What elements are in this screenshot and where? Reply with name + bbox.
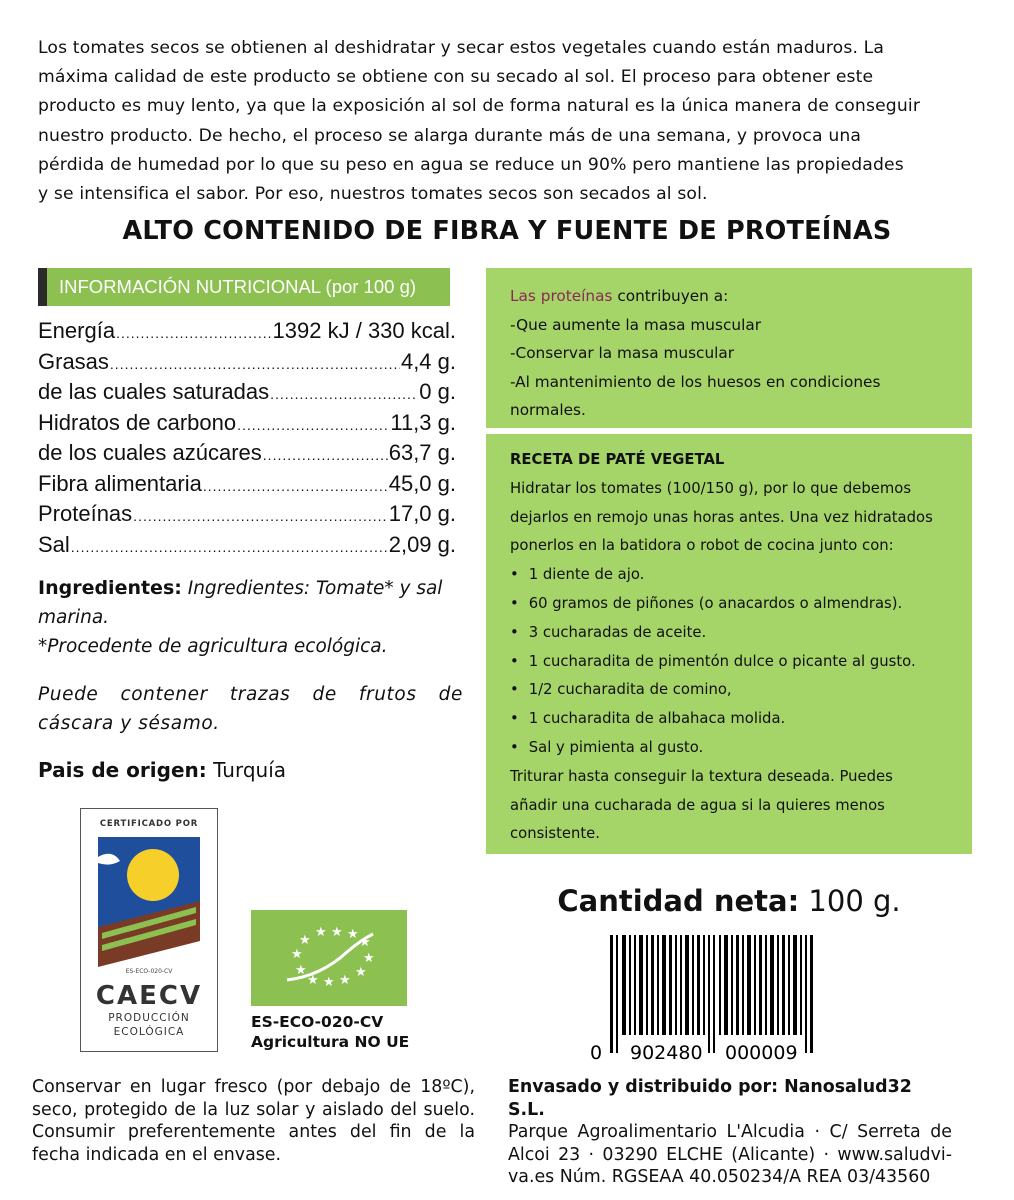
distributor-info	[508, 1076, 952, 1189]
nutrient-name: de las cuales saturadas	[38, 379, 270, 404]
distributor-address: Parque Agroalimentario L'Alcudia · C/ Serreta de Alcoi 23 · 03290 ELCHE (Alicante) · www.saludvi-va.es Núm. RGSEAA 40.050234/A REA 03/43560	[508, 1122, 952, 1188]
caecv-small-code: ES-ECO-020-CV	[125, 968, 173, 975]
caecv-brand: CAECV	[95, 981, 203, 1011]
barcode-digits-left: 902480	[630, 1042, 703, 1064]
nutrition-row-fiber	[38, 471, 456, 502]
distributor-label: Envasado y distribuido por: Nanosalud32 S.L.	[508, 1077, 912, 1120]
svg-text:★: ★	[315, 925, 327, 940]
svg-text:★: ★	[295, 963, 307, 978]
dot-leader	[116, 325, 271, 341]
barcode-digits-right: 000009	[725, 1042, 798, 1064]
nutrient-value: 0 g.	[419, 379, 456, 404]
intro-line: y se intensifica el sabor. Por eso, nuestros tomates secos son secados al sol.	[38, 184, 708, 205]
ingredients	[38, 574, 463, 661]
ingredients-label: Ingredientes:	[38, 577, 182, 599]
eu-organic-text	[251, 1012, 409, 1052]
recipe-outro: Triturar hasta conseguir la textura deseada. Puedes añadir una cucharada de agua si la quieres menos consistente.	[510, 767, 893, 843]
nutrient-name: Proteínas	[38, 501, 133, 526]
recipe-intro: Hidratar los tomates (100/150 g), por lo que debemos dejarlos en remojo unas horas antes. Una vez hidratados ponerlos en la batidora o robot de cocina junto con:	[510, 479, 933, 555]
intro-paragraph	[38, 34, 978, 209]
headline: ALTO CONTENIDO DE FIBRA Y FUENTE DE PROTEÍNAS	[122, 216, 892, 246]
nutrition-row-fat	[38, 349, 456, 380]
proteins-item: -Conservar la masa muscular	[510, 344, 735, 362]
nutrient-value: 17,0 g.	[388, 501, 456, 526]
eu-origin: Agricultura NO UE	[251, 1033, 410, 1051]
nutrient-value: 11,3 g.	[390, 409, 456, 435]
dot-leader	[133, 508, 388, 524]
svg-text:★: ★	[307, 973, 319, 988]
nutrient-name: Energía	[38, 318, 116, 343]
svg-text:★: ★	[359, 935, 371, 950]
svg-text:★: ★	[299, 933, 311, 948]
proteins-item: -Al mantenimiento de los huesos en condiciones normales.	[510, 372, 881, 419]
allergen-traces: Puede contener trazas de frutos de cáscara y sésamo.	[38, 684, 463, 734]
caecv-logo	[80, 808, 218, 1052]
proteins-intro-text: contribuyen a:	[612, 287, 729, 305]
dot-leader	[110, 356, 400, 372]
list-item: • 3 cucharadas de aceite.	[510, 619, 960, 648]
recipe-ingredient-list	[510, 561, 960, 763]
dot-leader	[263, 447, 388, 463]
dot-leader	[237, 417, 389, 433]
barcode-bars	[582, 935, 852, 1065]
eu-organic-leaf-icon	[251, 910, 407, 1006]
nutrient-value: 4,4 g.	[400, 348, 456, 374]
nutrition-row-salt	[38, 532, 456, 563]
proteins-box	[486, 268, 972, 428]
intro-line: pérdida de humedad por lo que su peso en agua se reduce un 90% pero mantiene las propiedades	[38, 154, 904, 175]
list-item: • Sal y pimienta al gusto.	[510, 734, 960, 763]
nutrient-value: 1392 kJ / 330 kcal.	[272, 318, 456, 343]
nutrient-name: Hidratos de carbono	[38, 409, 237, 435]
nutrient-name: de los cuales azúcares	[38, 440, 262, 465]
svg-text:★: ★	[291, 947, 303, 962]
intro-line: producto es muy lento, ya que la exposición al sol de forma natural es la única manera de conseguir	[38, 96, 921, 117]
barcode	[582, 935, 852, 1069]
svg-text:★: ★	[363, 951, 375, 966]
intro-line: nuestro producto. De hecho, el proceso se alarga durante más de una semana, y provoca una	[38, 125, 862, 146]
nutrient-name: Fibra alimentaria	[38, 470, 202, 496]
origin-value: Turquía	[206, 758, 287, 782]
nutrition-row-sugars	[38, 440, 456, 471]
dot-leader	[270, 386, 418, 402]
nutrition-header: INFORMACIÓN NUTRICIONAL (por 100 g)	[38, 268, 450, 306]
nutrition-row-saturated	[38, 379, 456, 410]
country-of-origin	[38, 758, 286, 782]
caecv-emblem-icon	[98, 837, 200, 967]
caecv-certified-text: CERTIFICADO POR	[99, 819, 199, 829]
caecv-sub2: ECOLÓGICA	[113, 1025, 185, 1038]
svg-text:★: ★	[339, 973, 351, 988]
caecv-subtitle	[81, 1012, 217, 1039]
eu-leaf-stars-icon	[251, 910, 407, 1006]
intro-line: máxima calidad de este producto se obtiene con su secado al sol. El proceso para obtener este	[38, 67, 874, 88]
nutrition-table	[38, 318, 456, 562]
list-item: • 1 diente de ajo.	[510, 561, 960, 590]
recipe-title: RECETA DE PATÉ VEGETAL	[510, 451, 725, 468]
origin-label: Pais de origen:	[38, 758, 207, 782]
nutrient-value: 2,09 g.	[388, 531, 456, 557]
net-quantity-label: Cantidad neta:	[557, 884, 800, 918]
nutrient-name: Sal	[38, 531, 70, 557]
svg-text:★: ★	[331, 925, 343, 940]
list-item: • 1 cucharadita de pimentón dulce o picante al gusto.	[510, 648, 960, 677]
proteins-item: -Que aumente la masa muscular	[510, 315, 761, 334]
nutrition-row-energy	[38, 318, 456, 349]
svg-text:★: ★	[347, 927, 359, 942]
svg-text:★: ★	[355, 965, 367, 980]
dot-leader	[71, 539, 388, 555]
ingredients-text: Ingredientes: Tomate* y sal marina.	[38, 578, 443, 628]
barcode-digit-first: 0	[590, 1042, 603, 1064]
list-item: • 1/2 cucharadita de comino,	[510, 676, 960, 705]
storage-instructions: Conservar en lugar fresco (por debajo de 18ºC), seco, protegido de la luz solar y aislado del suelo. Consumir preferentemente antes del fin de la fecha indicada en el envase.	[32, 1077, 475, 1165]
nutrient-name: Grasas	[38, 348, 109, 374]
nutrient-value: 45,0 g.	[388, 470, 456, 496]
nutrition-row-carbs	[38, 410, 456, 441]
ingredients-note: *Procedente de agricultura ecológica.	[38, 636, 388, 657]
net-quantity	[486, 884, 972, 918]
recipe-box	[486, 434, 972, 854]
caecv-sub1: PRODUCCIÓN	[108, 1012, 190, 1024]
net-quantity-value: 100 g.	[799, 884, 901, 918]
nutrition-row-protein	[38, 501, 456, 532]
intro-line: Los tomates secos se obtienen al deshidratar y secar estos vegetales cuando están maduros. La	[38, 38, 885, 58]
proteins-highlight: Las proteínas	[510, 287, 613, 305]
svg-text:★: ★	[323, 975, 335, 990]
list-item: • 1 cucharadita de albahaca molida.	[510, 705, 960, 734]
eu-code: ES-ECO-020-CV	[251, 1013, 384, 1031]
dot-leader	[203, 478, 388, 494]
proteins-intro	[510, 282, 972, 311]
list-item: • 60 gramos de piñones (o anacardos o almendras).	[510, 590, 960, 619]
nutrient-value: 63,7 g.	[388, 440, 456, 465]
